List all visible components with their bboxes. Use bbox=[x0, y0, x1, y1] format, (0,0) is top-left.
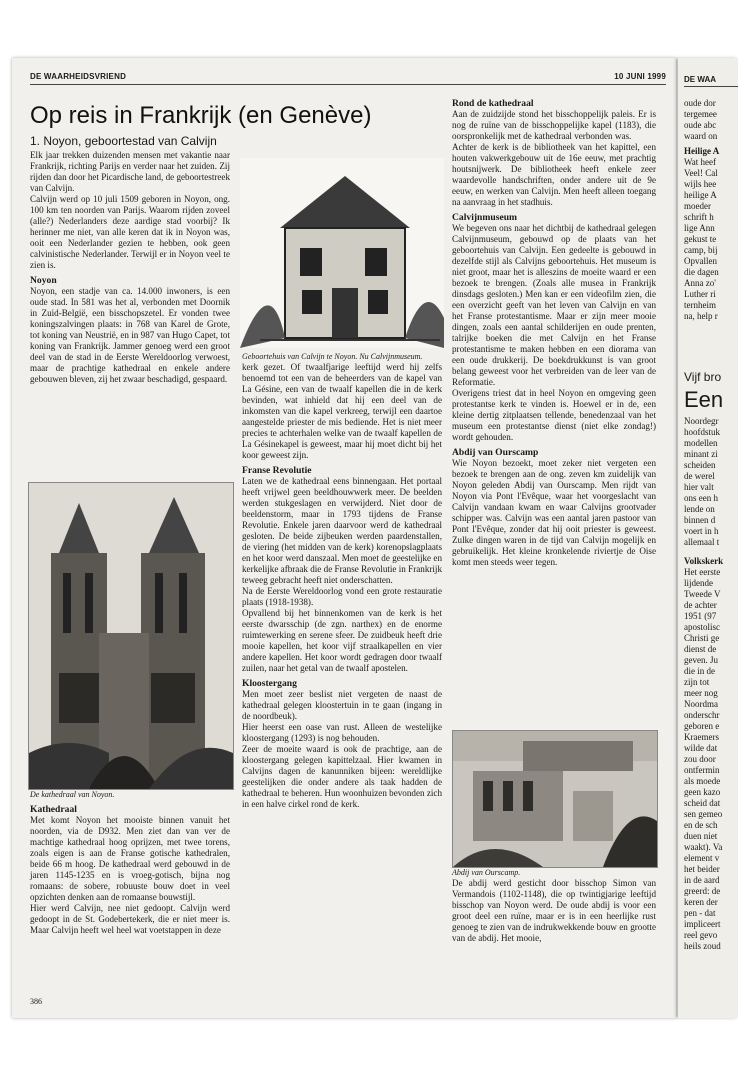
next-page-line: keren der bbox=[684, 897, 718, 907]
next-page-line: moeder bbox=[684, 201, 711, 211]
revolutie-paragraph: Laten we de kathedraal eens binnengaan. Het portaal heeft vrijwel geen beeldhouwwerk meer. De beelden werden stukgeslagen en verwijderd. Niet door de beeldenstorm, maar in 1793 tijdens de Franse Revolutie. Enkele jaren daarvoor werd de kathedraal gesloten. De beide zijbeuken werden paardenstallen, de viering (het midden van de kerk) korenopslagplaats en het koor werd danszaal. Men moet de geestelijke en kerkelijke afbraak die de Franse Revolutie in Frankrijk teweeg gebracht heeft niet onderschatten. bbox=[242, 476, 442, 585]
article-subtitle: 1. Noyon, geboortestad van Calvijn bbox=[30, 134, 217, 148]
next-page-line: binnen d bbox=[684, 515, 716, 525]
next-page-line: Opvallen bbox=[684, 256, 717, 266]
next-page-heading-d: Volkskerk bbox=[684, 556, 724, 566]
next-page-line: Het eerste bbox=[684, 567, 721, 577]
next-page-line: gekust te bbox=[684, 234, 717, 244]
birthplace-caption: Geboortehuis van Calvijn te Noyon. Nu Calvijnmuseum. bbox=[242, 352, 423, 361]
next-page-line: de achter bbox=[684, 600, 717, 610]
next-page-line: element v bbox=[684, 853, 720, 863]
section-heading-revolutie: Franse Revolutie bbox=[242, 465, 312, 476]
intro-paragraph: Elk jaar trekken duizenden mensen met vakantie naar Frankrijk, richting Parijs en verder naar het zuiden. Zij rijden dan door het Picardische land, de geboortestreek van Calvijn. bbox=[30, 150, 230, 193]
next-page-heading-b: Heilige A bbox=[684, 146, 720, 156]
page-number: 386 bbox=[30, 997, 42, 1006]
next-page-line: die in de bbox=[684, 666, 715, 676]
next-page-line: impliceert bbox=[684, 919, 721, 929]
abdij-paragraph-2: De abdij werd gesticht door bisschop Simon van Vermandois (1102-1148), die op twintigjarige leeftijd bisschop van Noyon werd. De oude abdij is voor een groot deel een ruïne, maar er is in een heerlijke rust genoeg te zien van de indrukwekkende bouw en grootte van de abdij. Het mooie, bbox=[452, 878, 656, 943]
house-illustration bbox=[240, 158, 444, 348]
next-page-line: lende on bbox=[684, 504, 715, 514]
next-page-line: ternheim bbox=[684, 300, 716, 310]
kloostergang-paragraph-2: Hier heerst een oase van rust. Alleen de westelijke kloostergang (1293) is nog behouden. bbox=[242, 722, 442, 743]
next-page-edge bbox=[678, 58, 738, 1018]
next-page-line: Noordma bbox=[684, 699, 718, 709]
next-page-block-b bbox=[684, 157, 719, 322]
next-page-block-d bbox=[684, 567, 722, 952]
next-page-line: allemaal t bbox=[684, 537, 720, 547]
next-page-line: zou door bbox=[684, 754, 716, 764]
next-page-line: scheiden bbox=[684, 460, 716, 470]
noyon-paragraph: Noyon, een stadje van ca. 14.000 inwoners, is een oude stad. In 581 was het al, verbonden met Doornik in Zuid-België, een bisschopszetel. Er vonden twee koningszalvingen plaats: in 768 van Karel de Grote, tot koning van Neustrië, en in 987 van Hugo Capet, tot koning van Frankrijk. Jammer genoeg werd een groot deel van de stad in de Eerste Wereldoorlog verwoest, maar de prachtige kathedraal en enkele andere gebouwen bleven, zij het zwaar beschadigd, gespaard. bbox=[30, 286, 230, 384]
museum-paragraph-2: Overigens triest dat in heel Noyon en omgeving geen protestantse kerk te vinden is. Hoewel er in de, een kleine dertig zitplaatsen tellende, benedenzaal van het museum een protestantse dienst (niet elke zondag!) wordt gehouden. bbox=[452, 388, 656, 442]
next-page-line: heilige A bbox=[684, 190, 717, 200]
column-1 bbox=[30, 150, 230, 385]
next-page-line: waard on bbox=[684, 131, 718, 141]
section-heading-kloostergang: Kloostergang bbox=[242, 678, 297, 689]
next-page-line: meer nog bbox=[684, 688, 718, 698]
next-page-line: oude abc bbox=[684, 120, 717, 130]
next-page-line: Christi ge bbox=[684, 633, 720, 643]
header-rule bbox=[30, 84, 666, 85]
next-page-line: onderschr bbox=[684, 710, 720, 720]
bibliotheek-paragraph: Achter de kerk is de bibliotheek van het kapittel, een houten vakwerkgebouw uit de 16e eeuw, met prachtig houtsnijwerk. De bibliotheek heeft enkele zeer waardevolle handschriften, onder andere uit de 9e eeuw, en werken van Calvijn. Men heeft alleen toegang na aanvraag in het stadhuis. bbox=[452, 142, 656, 207]
next-page-line: minant zi bbox=[684, 449, 718, 459]
next-page-line: Veel! Cal bbox=[684, 168, 718, 178]
next-page-line: duen niet bbox=[684, 831, 718, 841]
abbey-caption: Abdij van Ourscamp. bbox=[452, 868, 521, 877]
next-page-line: waakt). Va bbox=[684, 842, 723, 852]
next-page-line: geen kazo bbox=[684, 787, 721, 797]
publication-name: DE WAARHEIDSVRIEND bbox=[30, 72, 127, 81]
article-title: Op reis in Frankrijk (en Genève) bbox=[30, 102, 372, 129]
next-page-line: 1951 (97 bbox=[684, 611, 717, 621]
next-page-line: die dagen bbox=[684, 267, 719, 277]
next-page-line: als moede bbox=[684, 776, 721, 786]
next-page-line: en de sch bbox=[684, 820, 718, 830]
next-page-line: na, help r bbox=[684, 311, 718, 321]
section-heading-kathedraal: Kathedraal bbox=[30, 804, 77, 815]
kathedraal-paragraph: Met komt Noyon het mooiste binnen vanuit het noorden, via de D932. Men ziet dan van ver de machtige kathedraal hoog oprijzen, met twee torens, zoals eigen is aan de Franse gotische kathedralen, beide 66 m hoog. De kathedraal werd gebouwd in de jaren 1145-1235 en is vroeg-gotisch, bijna nog romaans: de sobere, robuuste bouw doet in veel opzichten denken aan de romaanse bouwstijl. bbox=[30, 815, 230, 902]
next-page-line: de werel bbox=[684, 471, 715, 481]
next-page-line: ontfermin bbox=[684, 765, 720, 775]
abbey-photo bbox=[452, 730, 658, 868]
next-page-line: schrift h bbox=[684, 212, 714, 222]
intro-paragraph-2: Calvijn werd op 10 juli 1509 geboren in Noyon, ong. 100 km ten noorden van Parijs. Waarom rijden zoveel (alle?) Nederlanders deze aardige stad voorbij? Ik herinner me niet, van alle keren dat ik in Noyon was, ooit een Nederlander gezien te hebben, ook geen calvinistische Nederlander. Terwijl er in Noyon veel te zien is. bbox=[30, 194, 230, 270]
abbey-illustration bbox=[453, 731, 657, 867]
cathedral-illustration bbox=[29, 483, 233, 789]
next-page-line: het beider bbox=[684, 864, 720, 874]
next-page-line: scheid dat bbox=[684, 798, 721, 808]
next-page-line: geven. Ju bbox=[684, 655, 718, 665]
next-page-kicker: Vijf bro bbox=[684, 370, 722, 384]
abdij-paragraph: Wie Noyon bezoekt, moet zeker niet vergeten een bezoek te brengen aan de ong. zeven km zuidelijk van Noyon geleden Abdij van Ourscamp. Men rijdt van Noyon via Pont l'Evêque, waar het voorgeslacht van Calvijn vandaan kwam en waar Calvijns grootvader schipper was. Calvijn was een aantal jaren pastoor van Pont l'Evêque, zonder dat hij ooit priester is geweest. Zulke dingen waren in de tijd van Calvijn mogelijk en gebruikelijk. Het kleine kronkelende riviertje de Oise komt men steeds weer tegen. bbox=[452, 458, 656, 567]
kloostergang-paragraph: Men moet zeer beslist niet vergeten de naast de kathedraal gelegen kloostertuin in te gaan (ingang in de noordbeuk). bbox=[242, 689, 442, 721]
next-page-line: ons een h bbox=[684, 493, 718, 503]
next-page-line: camp, bij bbox=[684, 245, 718, 255]
interior-paragraph: Opvallend bij het binnenkomen van de kerk is het eerste dwarsschip (de zgn. narthex) en de enorme ruimtewerking en serene sfeer. De zuidbeuk heeft drie mooie kapellen, het koor vijf straalkapellen en vier andere kapellen. Het koor wordt gedragen door twaalf zuilen, naar het getal van de twaalf apostelen. bbox=[242, 608, 442, 673]
next-page-header: DE WAA bbox=[684, 75, 716, 84]
page-header bbox=[30, 72, 666, 81]
next-page-line: lige Ann bbox=[684, 223, 715, 233]
next-page-line: Luther ri bbox=[684, 289, 716, 299]
next-page-line: greerd: de bbox=[684, 886, 721, 896]
cathedral-photo bbox=[28, 482, 234, 790]
next-page-big-title: Een bbox=[684, 387, 724, 412]
next-page-block-c bbox=[684, 416, 720, 548]
next-page-line: lijdende bbox=[684, 578, 713, 588]
next-page-line: reel gevo bbox=[684, 930, 718, 940]
next-page-line: dienst de bbox=[684, 644, 717, 654]
kapittelzaal-paragraph: Zeer de moeite waard is ook de prachtige, aan de kloostergang gelegen kapittelzaal. Hier kwamen in Calvijns dagen de kanunniken bijeen: wereldlijke geestelijken die onder andere als taak hadden de kathedraal te beheren. Hun woonhuizen bevonden zich in een halve cirkel rond de kerk. bbox=[242, 744, 442, 809]
next-page-line: Tweede V bbox=[684, 589, 721, 599]
section-heading-museum: Calvijnmuseum bbox=[452, 212, 518, 223]
column-3 bbox=[452, 94, 656, 568]
next-page-line: zijn tot bbox=[684, 677, 710, 687]
next-page-line: heils zoud bbox=[684, 941, 721, 951]
next-page-line: tergemee bbox=[684, 109, 717, 119]
next-page-line: Noordegr bbox=[684, 416, 719, 426]
next-page-line: Anna zo' bbox=[684, 278, 716, 288]
next-page-line: hier valt bbox=[684, 482, 714, 492]
issue-date: 10 JUNI 1999 bbox=[614, 72, 666, 81]
chapel-paragraph: kerk gezet. Of twaalfjarige leeftijd werd hij zelfs benoemd tot een van de beheerders van de kapel van La Gésine, een van de twaalf kapellen die in de kerk bevinden, wat inhield dat hij een deel van de inkomsten van die kapel verkreeg, terwijl een daartoe aangestelde priester de mis bediende. Het is niet meer precies te achterhalen welke van de twaalf kapellen de La Gésinekapel is geweest, maar hij moet dicht bij het koor geweest zijn. bbox=[242, 362, 442, 460]
cathedral-caption: De kathedraal van Noyon. bbox=[30, 790, 115, 799]
next-page-line: geboren e bbox=[684, 721, 720, 731]
column-3-lower bbox=[452, 868, 656, 944]
newspaper-page bbox=[12, 58, 676, 1018]
next-page-line: sen gemeo bbox=[684, 809, 723, 819]
kathedraal-paragraph-2: Hier werd Calvijn, nee niet gedoopt. Calvijn werd gedoopt in de St. Godebertekerk, die er niet meer is. Maar Calvijn heeft wel heel wat voetstappen in deze bbox=[30, 903, 230, 935]
next-page-line: modellen bbox=[684, 438, 718, 448]
next-page-line: pen - dat bbox=[684, 908, 716, 918]
section-heading-noyon: Noyon bbox=[30, 275, 57, 286]
next-page-line: voert in h bbox=[684, 526, 719, 536]
rond-paragraph: Aan de zuidzijde stond het bisschoppelijk paleis. Er is nog de ruïne van de bisschoppelijke kapel (1183), die oorspronkelijk met de kathedraal verbonden was. bbox=[452, 109, 656, 141]
next-page-line: wilde dat bbox=[684, 743, 718, 753]
column-2 bbox=[242, 352, 442, 810]
museum-paragraph: We begeven ons naar het dichtbij de kathedraal gelegen Calvijnmuseum, gebouwd op de plaats van het geboortehuis van Calvijn. Een gedeelte is gebouwd in dezelfde stijl als Calvijns geboortehuis. Het museum is niet groot, maar het is alleszins de moeite waard er een bezoek te brengen. (Zoals alle musea in Frankrijk dinsdags gesloten.) Men kan er een videofilm zien, die een overzicht geeft van het leven van Calvijn en van het Franse protestantisme. Maar er zijn meer mooie dingen, zoals een aantal schilderijen en oude prenten, talrijke boeken die met Calvijn en het Franse protestantisme te maken hebben en een diorama van een oude drukkerij. De boekdrukkunst is van groot belang geweest voor het verbreiden van de leer van de Reformatie. bbox=[452, 223, 656, 387]
next-page-rule bbox=[684, 86, 738, 87]
next-page-block-a bbox=[684, 98, 717, 142]
next-page-line: hoofdstuk bbox=[684, 427, 720, 437]
section-heading-abdij: Abdij van Ourscamp bbox=[452, 447, 539, 458]
column-1-lower bbox=[30, 790, 230, 936]
next-page-line: Kraemers bbox=[684, 732, 719, 742]
section-heading-rond: Rond de kathedraal bbox=[452, 98, 534, 109]
next-page-line: apostolisc bbox=[684, 622, 720, 632]
restauratie-paragraph: Na de Eerste Wereldoorlog vond een grote restauratie plaats (1918-1938). bbox=[242, 586, 442, 607]
next-page-line: Wat heef bbox=[684, 157, 717, 167]
next-page-line: in de aard bbox=[684, 875, 720, 885]
birthplace-drawing bbox=[240, 158, 444, 348]
next-page-line: oude dor bbox=[684, 98, 716, 108]
next-page-line: wijls hee bbox=[684, 179, 717, 189]
